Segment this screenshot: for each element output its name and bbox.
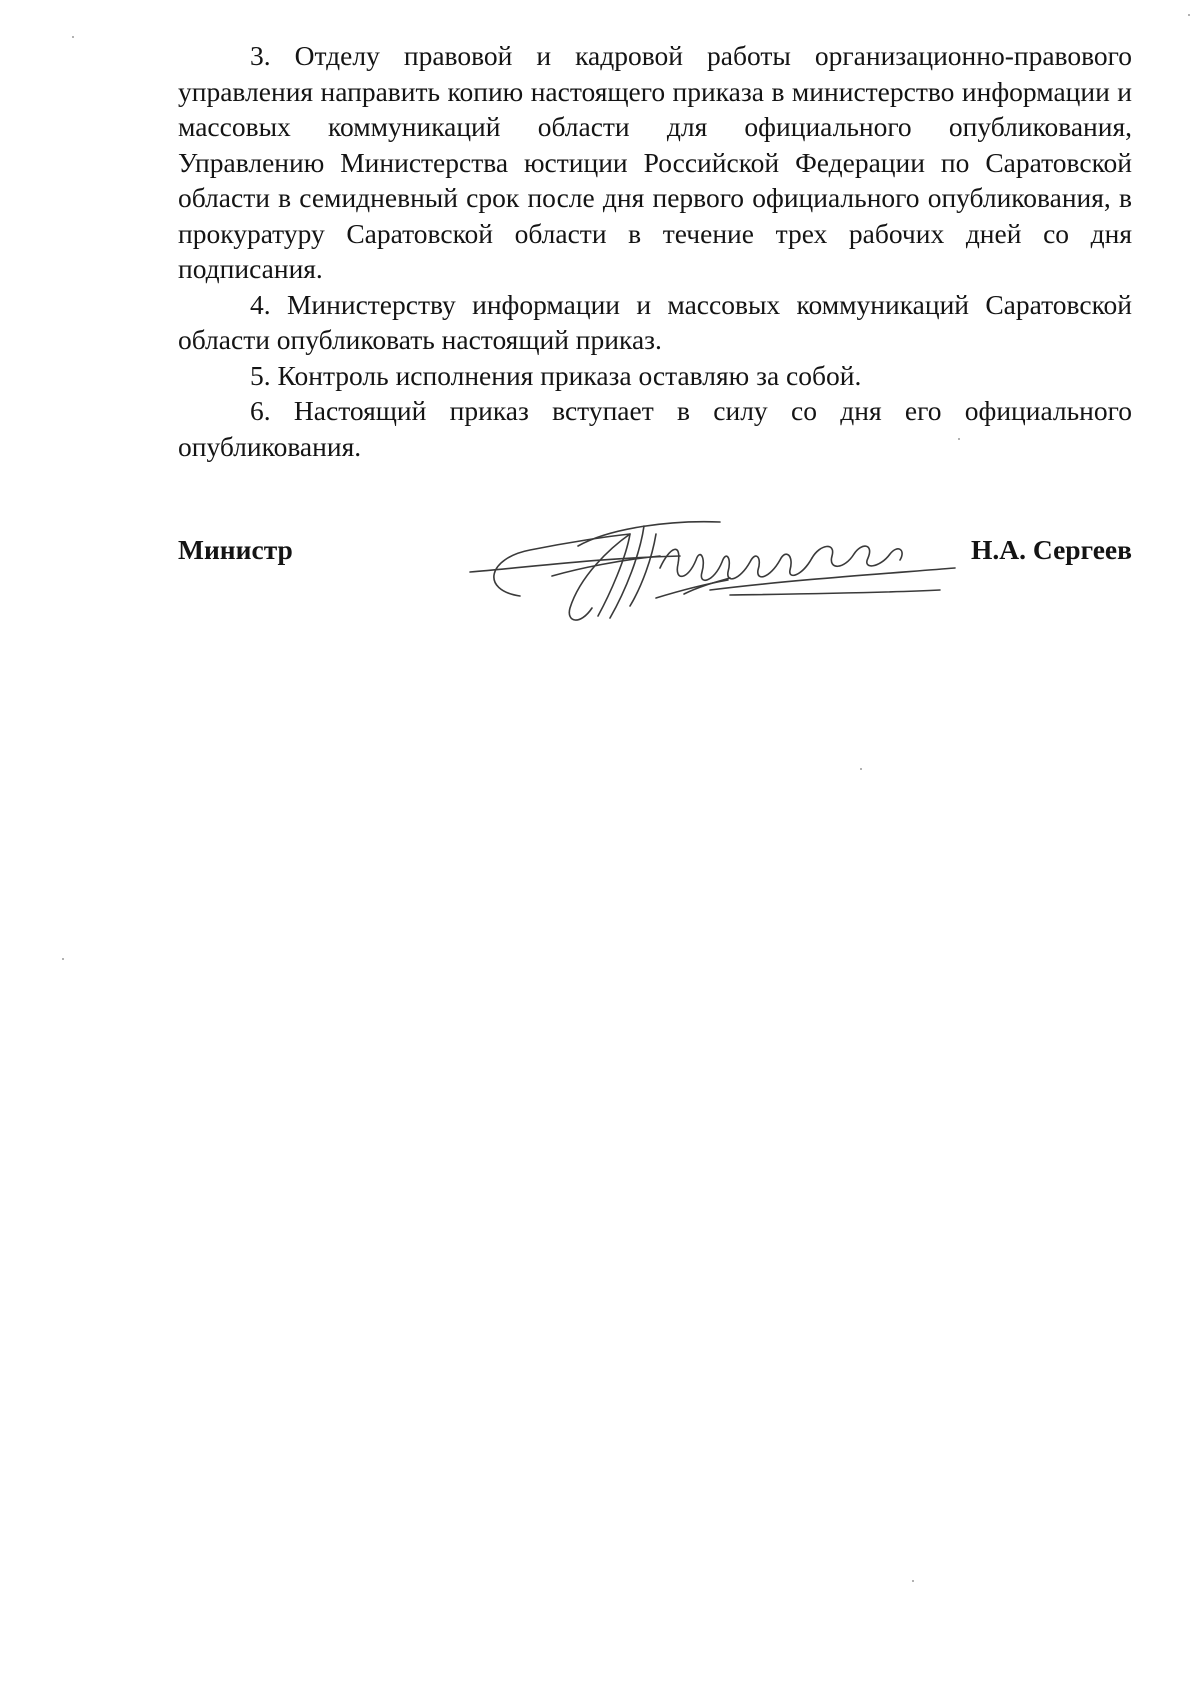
- paragraph-5: 5. Контроль исполнения приказа оставляю за собой.: [250, 359, 862, 391]
- scan-speck: [958, 438, 960, 440]
- handwritten-signature: [460, 498, 960, 643]
- paragraph-4: 4. Министерству информации и массовых коммуникаций Саратовской области опубликовать настоящий приказ.: [178, 288, 1132, 355]
- scan-speck: [72, 36, 74, 38]
- scan-speck: [860, 768, 862, 770]
- scan-speck: [1188, 14, 1190, 16]
- paragraph-6: 6. Настоящий приказ вступает в силу со дня его официального опубликования.: [178, 395, 1132, 462]
- signatory-title: Министр: [178, 534, 293, 565]
- paragraph-3: 3. Отделу правовой и кадровой работы организационно-правового управления направить копию настоящего приказа в министерство информации и массовых коммуникаций области для официального опубликования, Управлению Министерства юстиции Российской Федерации по Саратовской области в семидневный срок после дня первого официального опубликования, в прокуратуру Саратовской области в течение трех рабочих дней со дня подписания.: [178, 40, 1132, 284]
- document-body: [178, 38, 1132, 464]
- scan-speck: [62, 958, 64, 960]
- scan-speck: [912, 1580, 914, 1582]
- signatory-name: Н.А. Сергеев: [971, 534, 1132, 565]
- signature-block: [178, 520, 1132, 640]
